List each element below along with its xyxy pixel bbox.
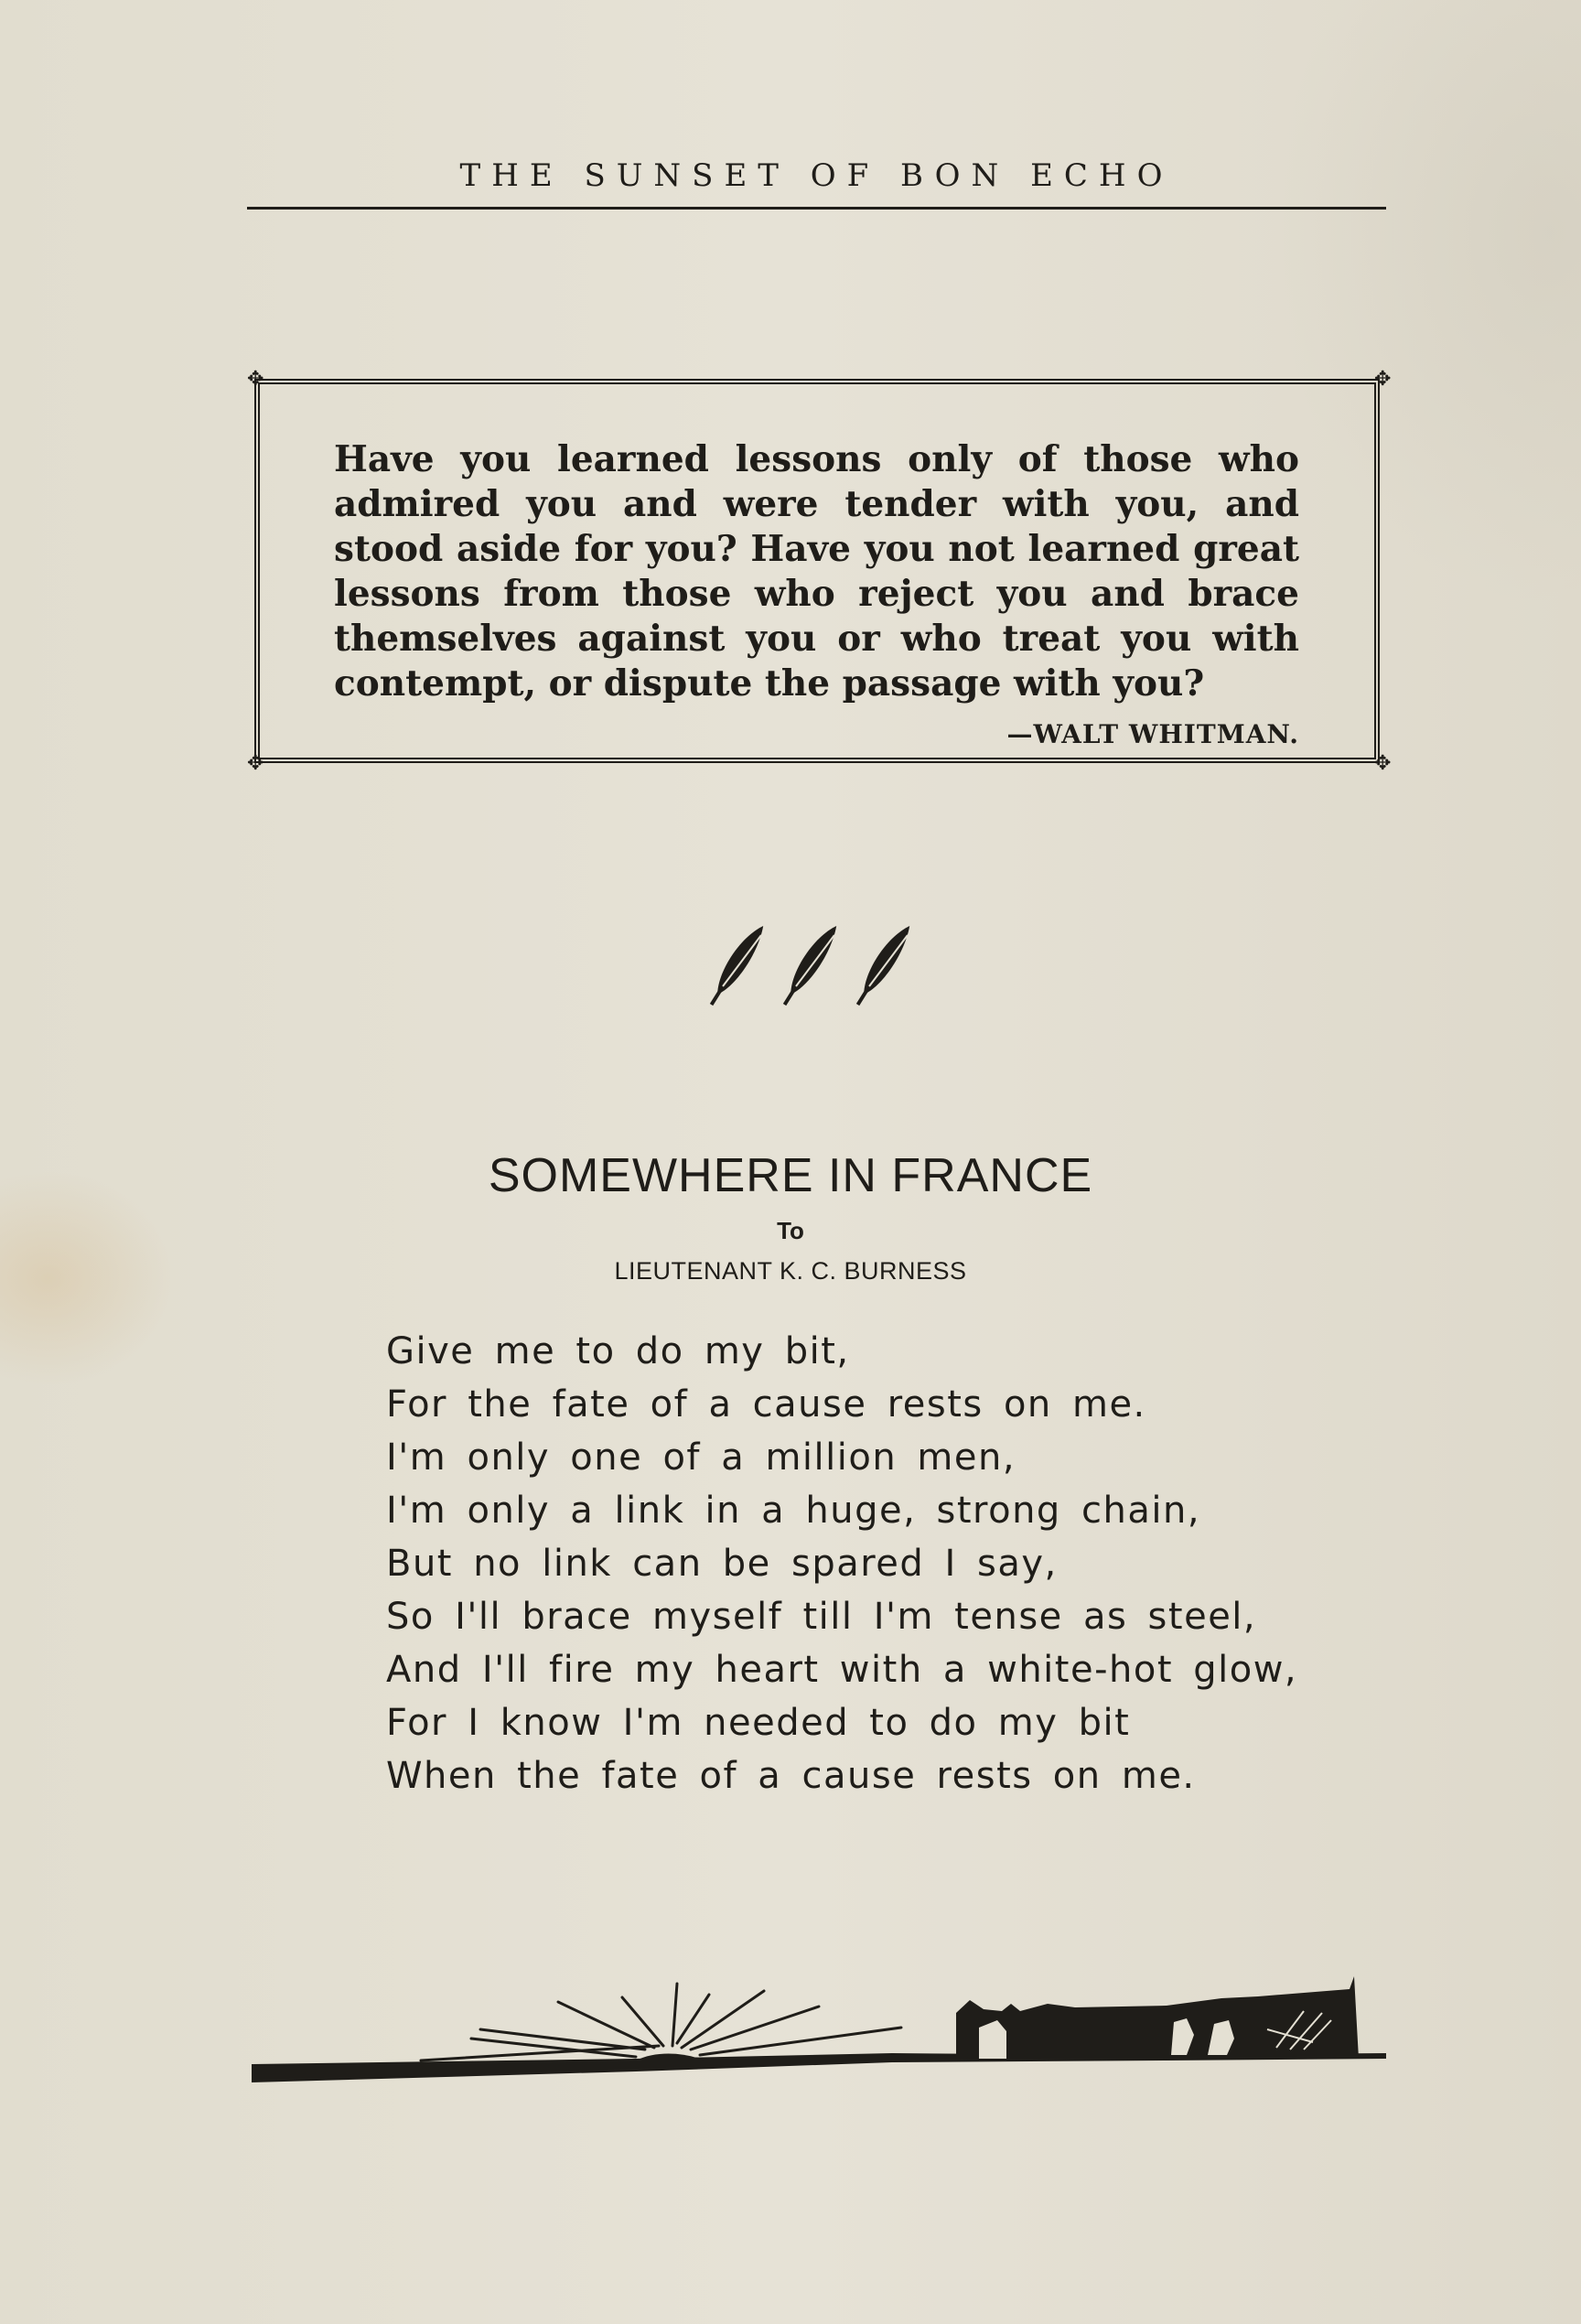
sunset-tailpiece-icon	[252, 1947, 1386, 2084]
corner-ornament-icon: ✥	[247, 368, 264, 391]
feather-ornament-icon	[704, 915, 924, 1006]
dedication-name: LIEUTENANT K. C. BURNESS	[614, 1257, 967, 1285]
running-head: THE SUNSET OF BON ECHO	[459, 157, 1174, 194]
poem-line: But no link can be spared I say,	[386, 1543, 1058, 1585]
poem-line: For I know I'm needed to do my bit	[386, 1702, 1131, 1744]
quote-text: Have you learned lessons only of those who admired you and were tender with you, and stood aside for you? Have you not learned great lessons from those who reject you and brace themselves against you or who treat you with contempt, or dispute the passage with you?	[334, 438, 1299, 705]
dedication-to: To	[777, 1217, 804, 1244]
quote-attribution: —WALT WHITMAN.	[1006, 719, 1299, 749]
poem-body	[386, 1325, 1393, 1802]
poem-line: For the fate of a cause rests on me.	[386, 1383, 1146, 1426]
poem-line: And I'll fire my heart with a white-hot glow,	[386, 1649, 1298, 1691]
header-rule	[247, 207, 1386, 210]
poem-line: I'm only one of a million men,	[386, 1436, 1016, 1479]
poem-line: When the fate of a cause rests on me.	[386, 1755, 1196, 1797]
corner-ornament-icon: ✥	[1374, 368, 1392, 391]
whitman-quote	[334, 437, 1299, 757]
corner-ornament-icon: ✥	[1374, 752, 1392, 775]
corner-ornament-icon: ✥	[247, 752, 264, 775]
poem-line: So I'll brace myself till I'm tense as steel,	[386, 1596, 1257, 1638]
poem-line: I'm only a link in a huge, strong chain,	[386, 1490, 1201, 1532]
poem-title: SOMEWHERE IN FRANCE	[488, 1149, 1093, 1202]
poem-line: Give me to do my bit,	[386, 1330, 850, 1372]
